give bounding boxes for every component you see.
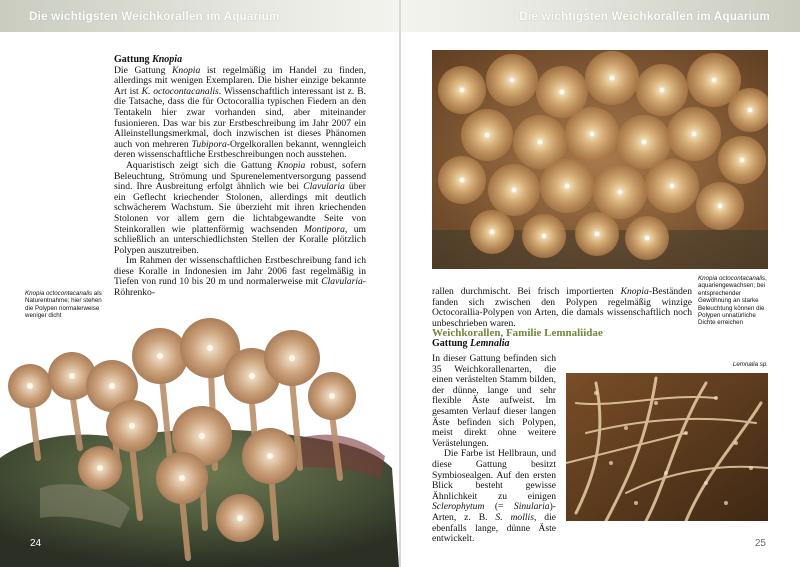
text-run: In dieser Gattung befinden sich 35 Weichkorallenarten, die einen verästelten Stamm bilden, der dünne, lange und sehr flexible Äste aufweist. Im gesamten Verlauf dieser langen Äste befinden sich Polypen, meist direkt ohne weitere Verästelungen.	[432, 353, 556, 449]
italic-term: Montipora	[303, 223, 345, 235]
italic-term: Knopia octocontacanalis	[698, 275, 766, 282]
paragraph	[432, 449, 556, 544]
italic-term: S. mollis	[495, 511, 534, 523]
knopia-cutout-photo	[0, 318, 399, 567]
italic-term: Clavularia	[303, 181, 345, 193]
italic-term: Sinularia	[513, 501, 550, 513]
italic-term: Knopia	[172, 64, 201, 76]
left-page	[0, 0, 399, 567]
text-run: über ein Geflecht kriechender Stolonen, allerdings mit deutlich schwächerem Wachstum. Sie überzieht mit ihren kriechenden Stolonen vor allem gern die lichtabgewandte Seite von Steinkorallen wie plattenförmig wachsenden	[114, 181, 366, 235]
text-run: robust, sofern Beleuchtung, Strömung und Spurenelementversorgung passend sind. Ihre Ausbreitung erfolgt ähnlich wie bei	[114, 159, 366, 193]
running-header: Die wichtigsten Weichkorallen im Aquarium	[29, 11, 280, 23]
text-run: -Orgelkorallen bekannt, wenngleich deren wissenschaftliche Erstbeschreibungen noch ausstehen.	[114, 138, 366, 161]
italic-term: Knopia	[277, 159, 306, 171]
photo-caption	[698, 275, 773, 327]
polyp-photo	[432, 50, 768, 269]
photo-caption	[25, 290, 107, 320]
text-run: ist regelmäßig im Handel zu finden, allerdings mit wenigen Exemplaren. Die bisher einzige bekannte Art ist	[114, 64, 366, 97]
italic-term: Tubipora	[191, 138, 227, 150]
subhead-knopia: Gattung Knopia	[114, 54, 183, 65]
lemnalia-photo	[566, 373, 768, 521]
text-run: Aquaristisch zeigt sich die Gattung	[126, 159, 278, 171]
text-run: , die ebenfalls lange, dünne Äste entwickelt.	[432, 511, 556, 545]
text-run: Die Farbe ist Hellbraun, und diese Gattung besitzt Symbiosealgen. Auf den ersten Blick besteht gewisse Ähnlichkeit zu einigen	[432, 448, 556, 502]
lemnaliidae-section	[432, 328, 768, 349]
text-run: (=	[484, 501, 514, 513]
coral-illustration	[0, 318, 399, 567]
continuation-text	[432, 287, 692, 329]
running-header: Die wichtigsten Weichkorallen im Aquarium	[519, 11, 770, 23]
italic-term: Knopia	[620, 286, 649, 297]
text-run: )-Arten, z. B.	[432, 501, 556, 523]
text-run: , um schließlich an unterschiedlichsten Stellen der Koralle plötzlich Polypen auszutreiben.	[114, 223, 366, 256]
italic-term: Sclerophytum	[432, 501, 485, 513]
lemnalia-caption: Lemnalia sp.	[732, 361, 768, 368]
paragraph	[432, 287, 692, 329]
text-run: -Beständen fanden sich zwischen den Polypen regelmäßig winzige Octocorallia-Polypen von Arten, die damals wissenschaftlich noch unbeschrieben waren.	[432, 286, 692, 329]
knopia-aquarium-photo	[432, 50, 768, 269]
lemnalia-branches	[566, 373, 768, 521]
text-run: Die Gattung	[114, 64, 172, 76]
paragraph	[432, 354, 556, 449]
text-run: als Naturentnahme; hier stehen die Polypen normalerweise weniger dicht	[25, 290, 102, 320]
section-heading: Weichkorallen, Familie Lemnaliidae	[432, 327, 603, 339]
text-run: -Röhrenko-	[114, 276, 366, 299]
subhead-lemnalia: Gattung Lemnalia	[432, 337, 510, 349]
italic-term: Clavularia	[321, 276, 363, 288]
page-number: 24	[30, 538, 42, 549]
text-run: Im Rahmen der wissenschaftlichen Erstbeschreibung fand ich diese Koralle in Indonesien im Jahr 2006 fast regelmäßig in Tiefen von rund 10 bis 20 m und normalerweise mit	[114, 255, 366, 288]
paragraph	[114, 66, 366, 161]
paragraph	[114, 256, 366, 298]
italic-term: K. octocontacanalis	[141, 85, 219, 97]
italic-term: Knopia octocontacanalis	[25, 290, 93, 297]
paragraph	[114, 161, 366, 256]
article-body	[114, 55, 366, 299]
lemnalia-body	[432, 354, 556, 545]
text-run: , aquariengewachsen; bei entsprechender Gewöhnung an starke Beleuchtung können die Polypen unnatürliche Dichte erreichen	[698, 275, 767, 327]
text-run: . Wissenschaftlich interessant ist z. B. die Tatsache, dass die für Octocorallia typischen Fiedern an den Tentakeln hier zwar vorhanden sind, aber miteinander fusionieren. Das war bis zur Erstbeschreibung im Jahr 2007 ein Alleinstellungsmerkmal, doch inzwischen ist dieses Phänomen auch von mehreren	[114, 85, 366, 150]
right-page	[401, 0, 800, 567]
page-number: 25	[754, 538, 766, 549]
text-run: rallen durchmischt. Bei frisch importierten	[432, 286, 621, 297]
